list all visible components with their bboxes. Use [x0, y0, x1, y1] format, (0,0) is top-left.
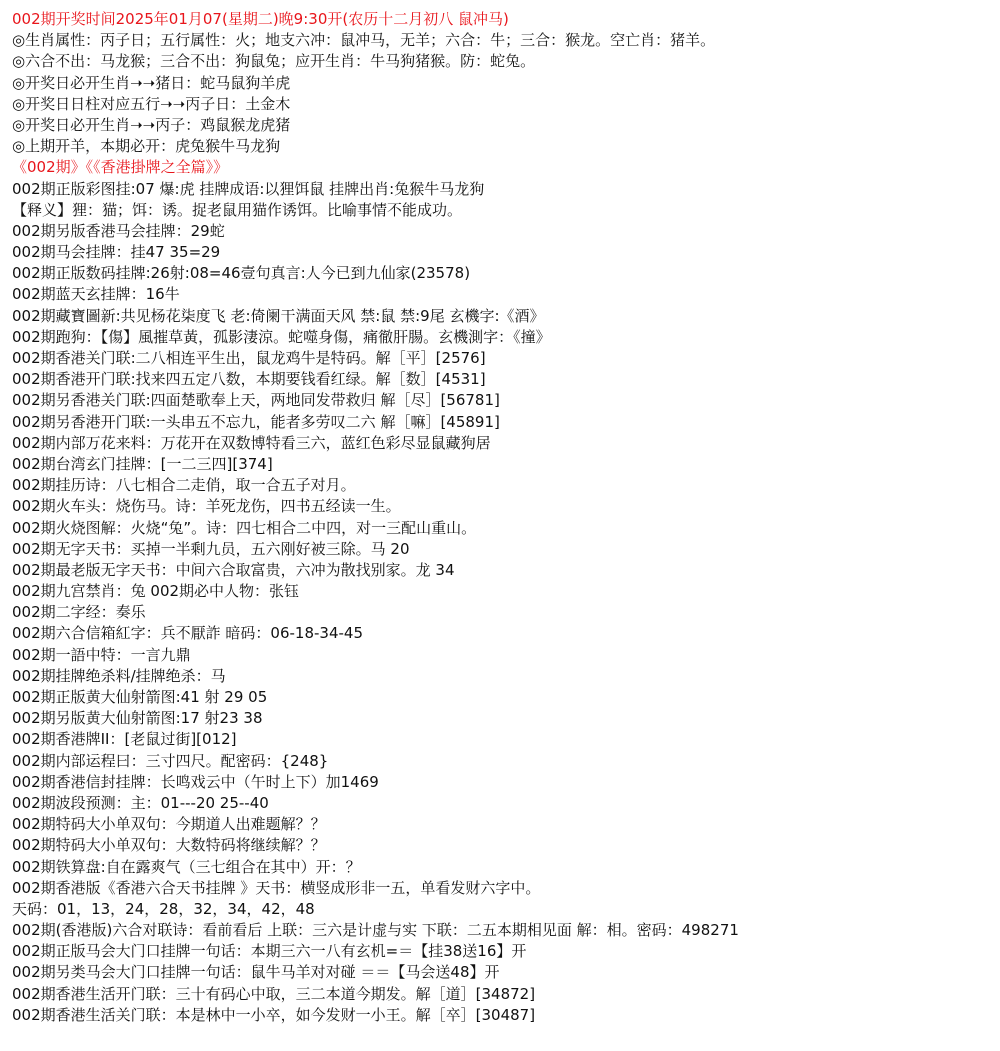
text-line: 002期正版数码挂牌:26射:08=46壹句真言:人今已到九仙家(23578)	[12, 264, 471, 283]
text-line: 002期跑狗：【傷】風摧草黃，孤影淒涼。蛇噬身傷，痛徹肝腸。玄機測字：《撞》	[12, 327, 551, 346]
text-line: 002期一語中特：一言九鼎	[12, 645, 191, 664]
text-line: 002期正版马会大门口挂牌一句话：本期三六一八有玄机=＝【挂38送16】开	[12, 942, 527, 961]
text-line: 002期波段预测：主：01---20 25--40	[12, 793, 269, 812]
text-line: ◎开奖日日柱对应五行➝➝丙子日：土金木	[12, 94, 291, 113]
text-line: 002期蓝天玄挂牌：16牛	[12, 285, 180, 304]
text-line: 002期香港关门联:二八相连平生出，鼠龙鸡牛是特码。解［平］[2576]	[12, 349, 486, 367]
text-line: 002期特码大小单双句：大数特码将继续解？？	[12, 836, 326, 855]
text-line: 002期另版黄大仙射箭图:17 射23 38	[12, 709, 263, 728]
text-line: 002期香港信封挂牌：长鸣戏云中（午时上下）加1469	[12, 772, 379, 791]
text-line: 002期火车头：烧伤马。诗：羊死龙伤，四书五经读一生。	[12, 497, 401, 516]
text-line: 002期内部运程曰：三寸四尺。配密码：{248}	[12, 751, 329, 770]
text-line: 002期特码大小单双句：今期道人出难题解？？	[12, 815, 326, 834]
text-line: 002期六合信箱紅字：兵不厭詐 暗码：06-18-34-45	[12, 624, 363, 643]
document-page	[12, 9, 992, 1026]
text-line: 002期香港生活关门联：本是林中一小卒，如今发财一小王。解［卒］[30487]	[12, 1005, 536, 1024]
text-line: ◎开奖日必开生肖➝➝猪日：蛇马鼠狗羊虎	[12, 73, 291, 92]
text-line: 002期香港版《香港六合天书挂牌 》天书：横竖成形非一五，单看发财六字中。	[12, 878, 541, 897]
text-line: 002期正版彩图挂:07 爆:虎 挂牌成语:以狸饵鼠 挂牌出肖:兔猴牛马龙狗	[12, 179, 485, 198]
text-line: ◎六合不出：马龙猴；三合不出：狗鼠兔；应开生肖：牛马狗猪猴。防：蛇兔。	[12, 52, 536, 71]
text-line: 002期挂牌绝杀料/挂牌绝杀：马	[12, 666, 226, 685]
text-line: 002期正版黄大仙射箭图:41 射 29 05	[12, 688, 268, 706]
highlight-heading-line: 002期开奖时间2025年01月07(星期二)晚9:30开(农历十二月初八 鼠冲马)	[12, 10, 509, 28]
text-line: 002期内部万花来料：万花开在双数博特看三六，蓝红色彩尽显鼠藏狗居	[12, 433, 491, 452]
text-line: ◎开奖日必开生肖➝➝丙子：鸡鼠猴龙虎猪	[12, 115, 291, 134]
text-line: 002期(香港版)六合对联诗：看前看后 上联：三六是计虚与实 下联：二五本期相见面 解：相。密码：498271	[12, 921, 739, 940]
text-line: 002期香港牌II：[老鼠过街][012]	[12, 730, 237, 749]
text-line: ◎上期开羊，本期必开：虎兔猴牛马龙狗	[12, 137, 281, 156]
text-line: 002期二字经：奏乐	[12, 603, 146, 622]
text-line: 002期无字天书：买掉一半剩九员，五六刚好被三除。马 20	[12, 539, 410, 558]
text-line: 002期马会挂牌：挂47 35=29	[12, 243, 221, 262]
text-line: 002期香港生活开门联：三十有码心中取，三二本道今期发。解［道］[34872]	[12, 984, 536, 1003]
text-line: 002期铁算盘:自在露爽气（三七组合在其中）开：？	[12, 857, 361, 876]
highlight-heading-line: 《002期》《《香港掛牌之全篇》》	[12, 158, 229, 177]
text-line: ◎生肖属性：丙子日；五行属性：火；地支六冲：鼠冲马，无羊；六合：牛；三合：猴龙。空亡肖：猪羊。	[12, 31, 716, 50]
text-line: 【释义】狸：猫；饵：诱。捉老鼠用猫作诱饵。比喻事情不能成功。	[12, 200, 463, 219]
text-line: 天码：01，13，24，28，32，34，42，48	[12, 899, 315, 918]
text-line: 002期台湾玄门挂牌：[一二三四][374]	[12, 454, 273, 473]
text-line: 002期另版香港马会挂牌：29蛇	[12, 221, 225, 240]
text-line: 002期火烧图解：火烧“兔”。诗：四七相合二中四，对一三配山重山。	[12, 518, 477, 537]
text-line: 002期九宫禁肖：兔 002期必中人物：张钰	[12, 582, 300, 601]
text-line: 002期另类马会大门口挂牌一句话：鼠牛马羊对对碰 ＝＝【马会送48】开	[12, 963, 500, 982]
text-line: 002期香港开门联:找来四五定八数，本期要钱看红绿。解［数］[4531]	[12, 370, 486, 389]
text-line: 002期藏寶圖新:共见杨花柒度飞 老:倚阑干满面天风 禁:鼠 禁:9尾 玄機字:《酒》	[12, 306, 545, 325]
text-line: 002期另香港关门联:四面楚歌奉上天，两地同发带救归 解［尽］[56781]	[12, 391, 500, 410]
text-line: 002期最老版无字天书：中间六合取富贵，六冲为散找别家。龙 34	[12, 560, 455, 579]
text-line: 002期另香港开门联:一头串五不忘九，能者多劳叹二六 解［嘛］[45891]	[12, 412, 500, 431]
text-line: 002期挂历诗：八七相合二走俏，取一合五子对月。	[12, 476, 356, 495]
